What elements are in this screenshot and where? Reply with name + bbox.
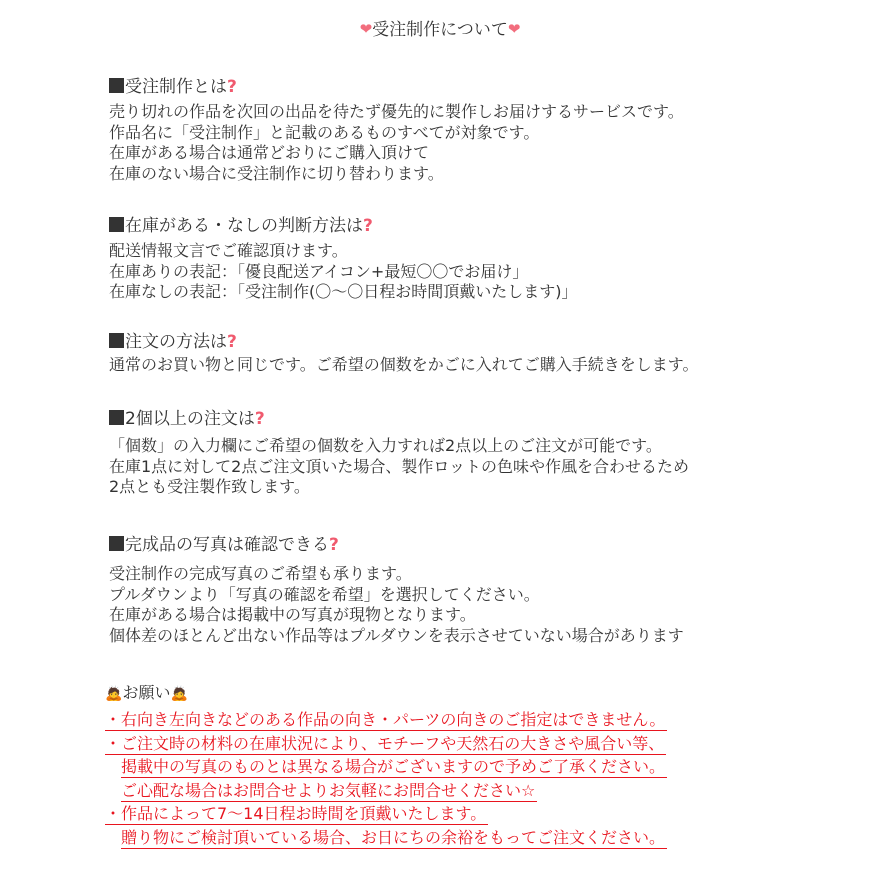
question-mark-icon: ? <box>227 77 237 97</box>
section-how-to-order <box>109 330 809 376</box>
body-line: 在庫のない場合に受注制作に切り替わります。 <box>109 163 444 183</box>
notice-line: 掲載中の写真のものとは異なる場合がございますので予めご了承ください。 <box>121 757 666 776</box>
question-mark-icon: ? <box>363 216 373 236</box>
bowing-person-icon: 🙇 <box>170 686 188 702</box>
section-multiple-orders <box>109 407 809 498</box>
body-line: 売り切れの作品を次回の出品を待たず優先的に製作しお届けするサービスです。 <box>109 102 684 121</box>
square-bullet-icon <box>109 78 124 93</box>
notice-body <box>105 708 805 849</box>
page-title <box>0 17 880 42</box>
bowing-person-icon: 🙇 <box>105 686 123 702</box>
section-body <box>109 355 809 376</box>
notice-line: ・右向き左向きなどのある作品の向き・パーツの向きのご指定はできません。 <box>105 710 666 729</box>
notice-heading: 🙇お願い🙇 <box>105 682 805 704</box>
square-bullet-icon <box>109 333 124 348</box>
heart-icon: ❤ <box>507 20 521 38</box>
body-line: 作品名に「受注制作」と記載のあるものすべてが対象です。 <box>109 122 540 142</box>
question-mark-icon: ? <box>227 332 237 352</box>
body-line: 在庫なしの表記：「受注制作(〇〜〇日程お時間頂戴いたします)」 <box>109 282 578 301</box>
section-body <box>109 564 809 646</box>
section-heading: 注文の方法は? <box>109 330 809 354</box>
notice-section <box>105 682 805 849</box>
question-mark-icon: ? <box>329 535 339 555</box>
square-bullet-icon <box>109 536 124 551</box>
body-line: 個体差のほとんど出ない作品等はプルダウンを表示させていない場合があります <box>109 625 684 645</box>
body-line: 配送情報文言でご確認頂けます。 <box>109 241 348 260</box>
section-heading: 完成品の写真は確認できる? <box>109 533 809 557</box>
title-text: 受注制作について <box>372 20 508 40</box>
square-bullet-icon <box>109 410 124 425</box>
body-line: 在庫1点に対して2点ご注文頂いた場合、製作ロットの色味や作風を合わせるため <box>109 456 690 476</box>
notice-line: ・作品によって7〜14日程お時間を頂戴いたします。 <box>105 804 487 823</box>
body-line: 受注制作の完成写真のご希望も承ります。 <box>109 564 412 583</box>
section-body <box>109 436 809 498</box>
body-line: 在庫がある場合は通常どおりにご購入頂けて <box>109 143 430 162</box>
notice-line: ご心配な場合はお問合せよりお気軽にお問合せください☆ <box>121 780 536 800</box>
body-line: 在庫がある場合は掲載中の写真が現物となります。 <box>109 605 476 624</box>
body-line: プルダウンより「写真の確認を希望」を選択してください。 <box>109 584 540 604</box>
body-line: 「個数」の入力欄にご希望の個数を入力すれば2点以上のご注文が可能です。 <box>109 436 662 455</box>
section-heading: 受注制作とは? <box>109 75 809 99</box>
section-body <box>109 102 809 184</box>
section-stock-check <box>109 214 809 303</box>
section-photo-confirmation <box>109 533 809 646</box>
heart-icon: ❤ <box>359 20 373 38</box>
section-heading: 在庫がある・なしの判断方法は? <box>109 214 809 238</box>
square-bullet-icon <box>109 217 124 232</box>
body-line: 通常のお買い物と同じです。ご希望の個数をかごに入れてご購入手続きをします。 <box>109 355 699 374</box>
question-mark-icon: ? <box>254 409 265 429</box>
body-line: 2点とも受注製作致します。 <box>109 477 310 496</box>
section-what-is-made-to-order <box>109 75 809 184</box>
section-heading: 2個以上の注文は? <box>109 407 809 431</box>
section-body <box>109 241 809 303</box>
notice-line: 贈り物にご検討頂いている場合、お日にちの余裕をもってご注文ください。 <box>121 827 666 847</box>
body-line: 在庫ありの表記：「優良配送アイコン+最短〇〇でお届け」 <box>109 261 529 281</box>
notice-line: ・ご注文時の材料の在庫状況により、モチーフや天然石の大きさや風合い等、 <box>105 733 665 753</box>
